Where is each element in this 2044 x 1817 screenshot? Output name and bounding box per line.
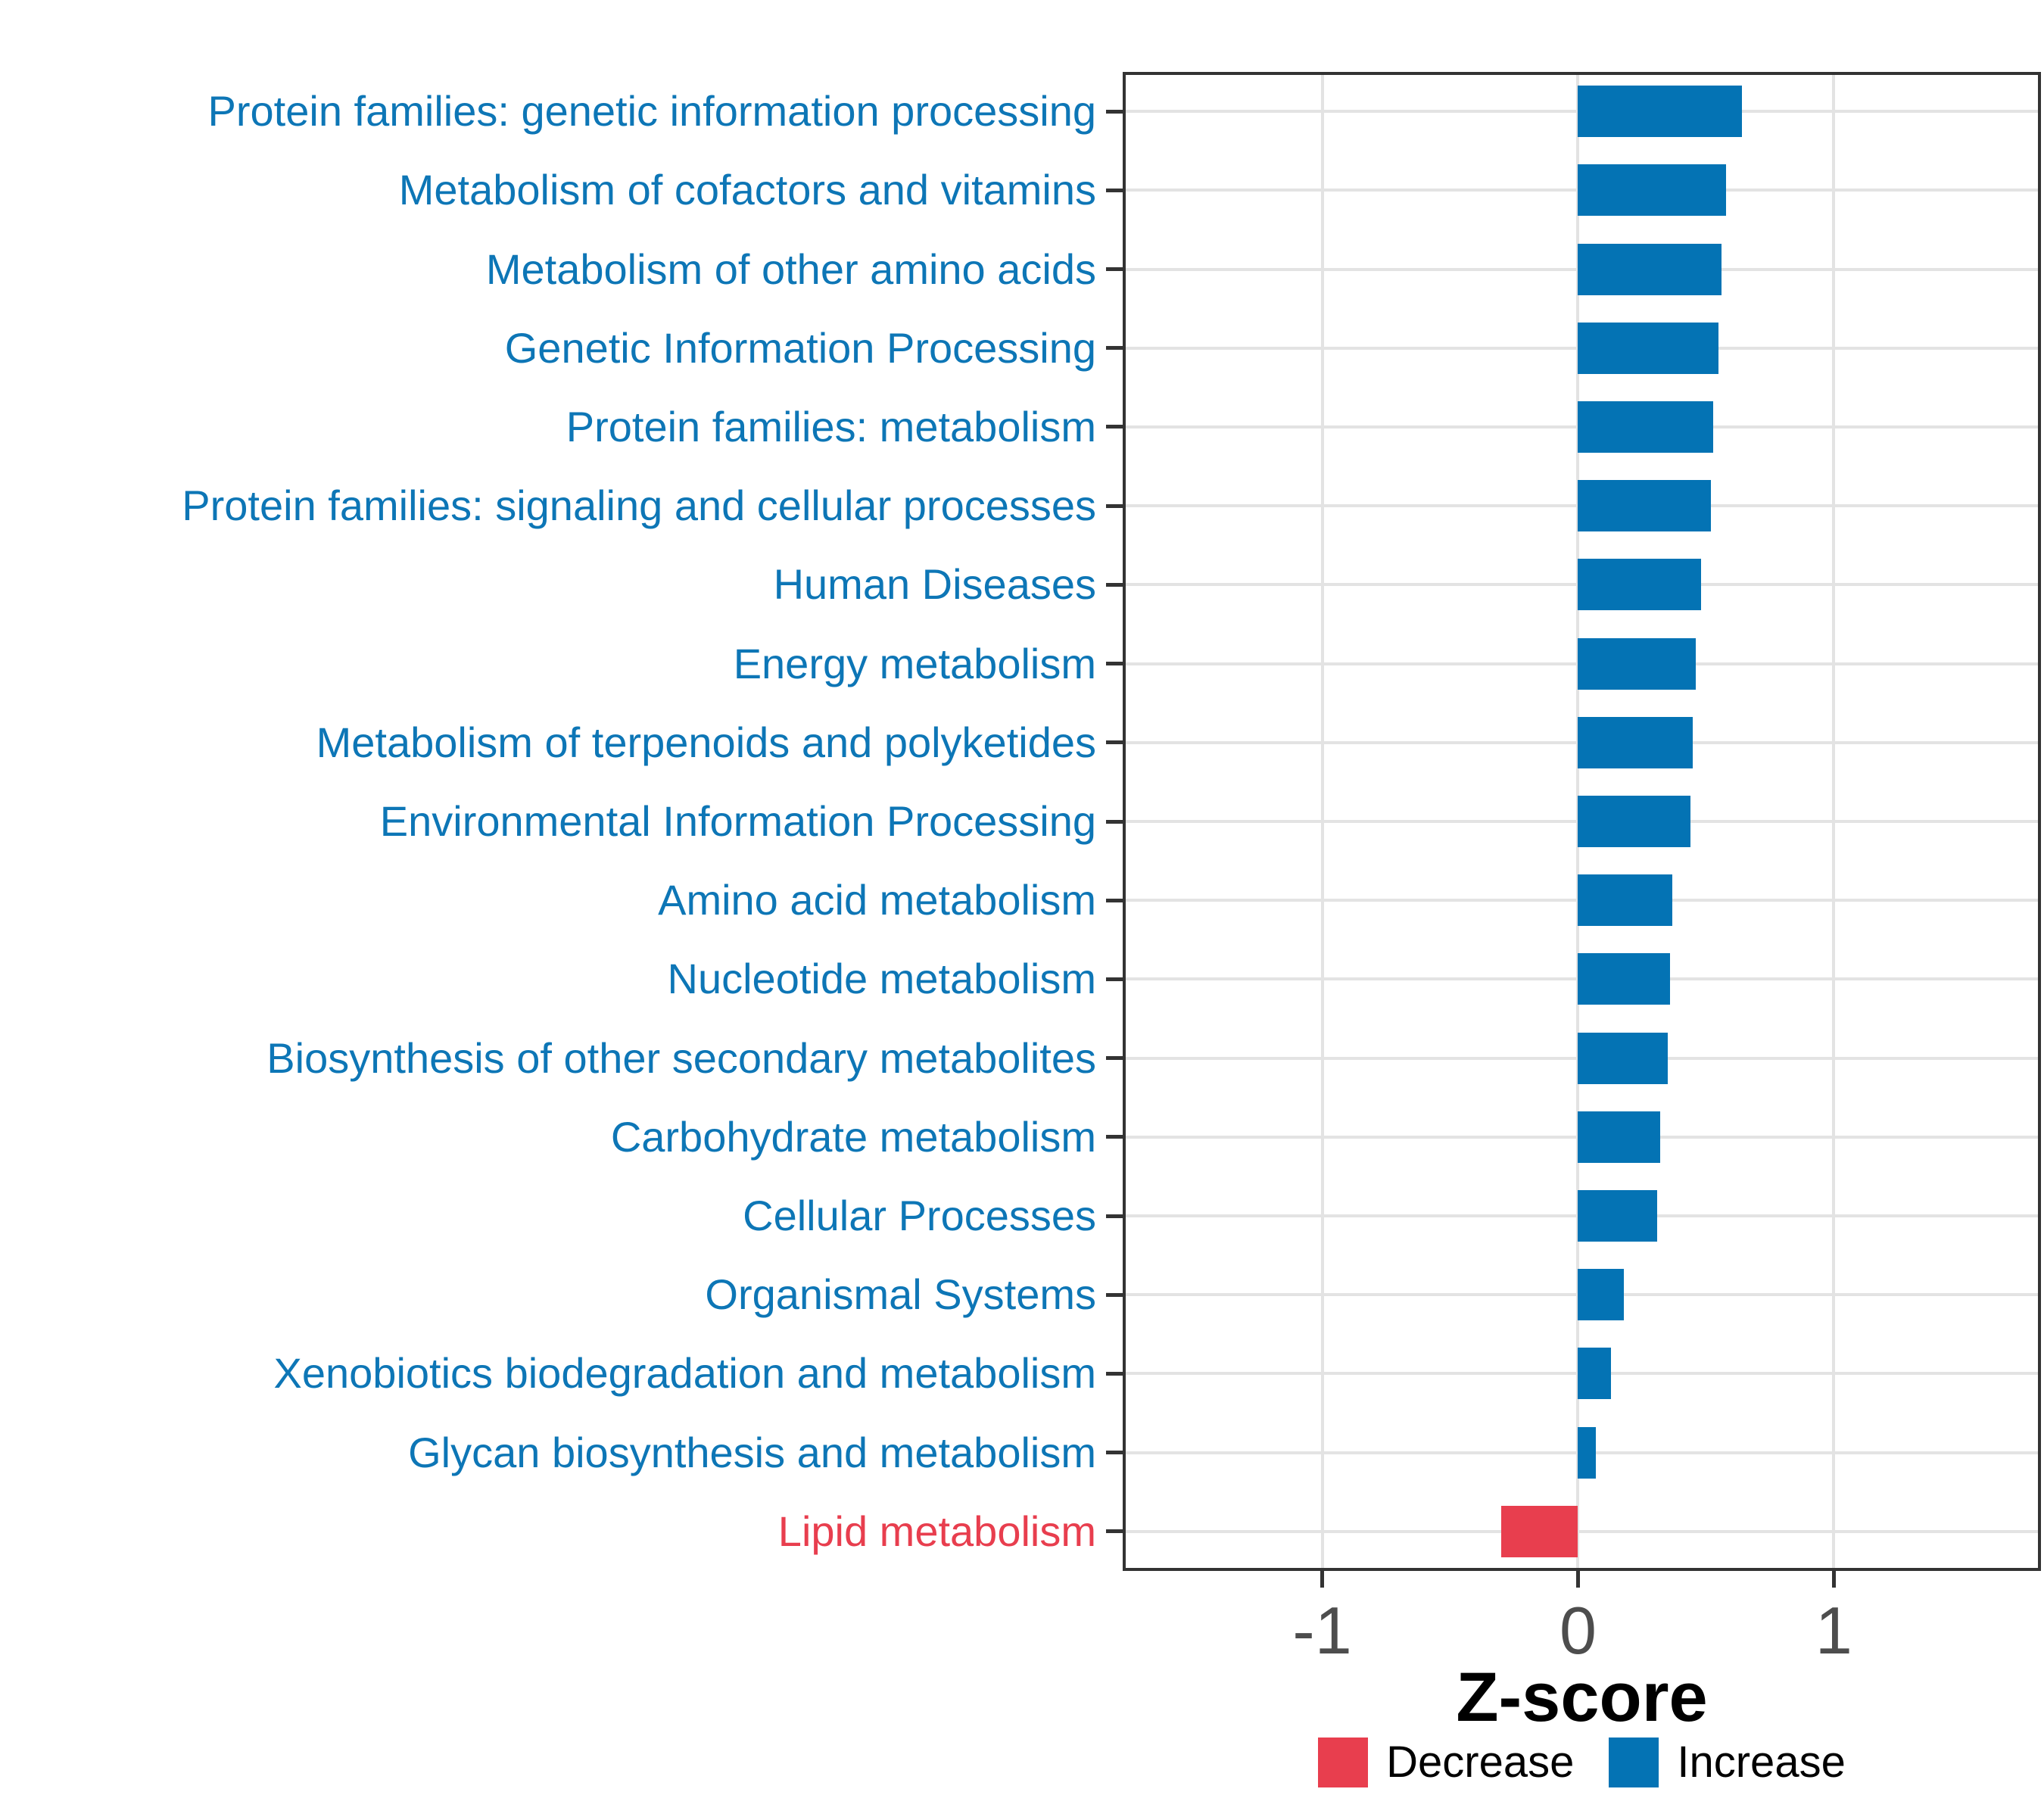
bar: [1578, 1111, 1659, 1163]
category-label: Protein families: signaling and cellular processes: [182, 482, 1096, 530]
y-axis-tick-mark: [1106, 662, 1123, 665]
x-axis-tick-mark: [1576, 1571, 1580, 1588]
y-axis-tick-mark: [1106, 504, 1123, 508]
y-axis-tick-mark: [1106, 267, 1123, 271]
legend-label: Increase: [1677, 1738, 1846, 1787]
bar: [1578, 559, 1700, 610]
category-label: Protein families: genetic information processing: [207, 87, 1096, 136]
legend-item-increase: [1609, 1738, 1845, 1787]
x-axis-title: Z-score: [1456, 1659, 1708, 1736]
category-label: Glycan biosynthesis and metabolism: [408, 1428, 1096, 1476]
category-label: Energy metabolism: [733, 639, 1096, 687]
category-label: Cellular Processes: [743, 1192, 1096, 1240]
bar: [1578, 1348, 1611, 1399]
x-axis-tick-mark: [1320, 1571, 1324, 1588]
bar: [1578, 1269, 1624, 1320]
y-axis-tick-mark: [1106, 189, 1123, 192]
bar: [1578, 86, 1741, 137]
y-axis-tick-mark: [1106, 1056, 1123, 1060]
bar: [1578, 1427, 1596, 1479]
bar: [1578, 401, 1713, 453]
y-axis-tick-mark: [1106, 1372, 1123, 1376]
category-label: Metabolism of terpenoids and polyketides: [316, 718, 1096, 766]
bar: [1578, 164, 1726, 216]
bar: [1578, 717, 1693, 768]
category-label: Carbohydrate metabolism: [610, 1112, 1096, 1161]
category-label: Genetic Information Processing: [504, 323, 1096, 372]
category-label: Human Diseases: [773, 560, 1096, 609]
category-label: Metabolism of cofactors and vitamins: [398, 166, 1096, 214]
y-axis-tick-mark: [1106, 1214, 1123, 1218]
category-label: Amino acid metabolism: [658, 876, 1096, 924]
bar: [1578, 323, 1718, 374]
x-axis-tick-label: -1: [1292, 1593, 1352, 1668]
category-label: Biosynthesis of other secondary metabolites: [266, 1033, 1096, 1082]
y-axis-tick-mark: [1106, 110, 1123, 114]
category-label: Protein families: metabolism: [566, 402, 1096, 450]
y-axis-tick-mark: [1106, 1529, 1123, 1533]
category-label: Nucleotide metabolism: [667, 955, 1096, 1003]
legend-swatch-increase: [1609, 1738, 1659, 1787]
y-axis-tick-mark: [1106, 583, 1123, 587]
y-axis-tick-mark: [1106, 346, 1123, 350]
bar: [1578, 874, 1672, 926]
x-axis-tick-label: 0: [1559, 1593, 1597, 1668]
legend-swatch-decrease: [1318, 1738, 1368, 1787]
category-label: Metabolism of other amino acids: [485, 245, 1096, 293]
y-axis-tick-mark: [1106, 977, 1123, 981]
category-label: Lipid metabolism: [777, 1507, 1096, 1555]
bar: [1578, 480, 1711, 531]
x-axis-tick-label: 1: [1815, 1593, 1852, 1668]
y-axis-tick-mark: [1106, 425, 1123, 429]
bar: [1501, 1506, 1578, 1557]
category-label: Organismal Systems: [705, 1270, 1096, 1319]
legend: [1123, 1732, 2041, 1793]
legend-item-decrease: [1318, 1738, 1574, 1787]
y-axis-tick-mark: [1106, 1293, 1123, 1297]
bar: [1578, 1190, 1657, 1242]
y-axis-tick-mark: [1106, 1451, 1123, 1454]
major-gridline-vertical: [1321, 72, 1324, 1571]
bar: [1578, 796, 1690, 847]
bar: [1578, 1033, 1667, 1084]
category-label: Xenobiotics biodegradation and metabolism: [273, 1349, 1096, 1398]
major-gridline-vertical: [1832, 72, 1835, 1571]
x-axis-tick-mark: [1832, 1571, 1836, 1588]
y-axis-tick-mark: [1106, 899, 1123, 902]
y-axis-tick-mark: [1106, 820, 1123, 824]
legend-label: Decrease: [1386, 1738, 1575, 1787]
bar: [1578, 953, 1670, 1005]
y-axis-tick-mark: [1106, 1135, 1123, 1139]
y-axis-tick-mark: [1106, 740, 1123, 744]
category-label: Environmental Information Processing: [379, 797, 1096, 845]
bar: [1578, 638, 1695, 690]
major-gridline-horizontal: [1123, 1530, 2041, 1533]
bar: [1578, 244, 1721, 295]
